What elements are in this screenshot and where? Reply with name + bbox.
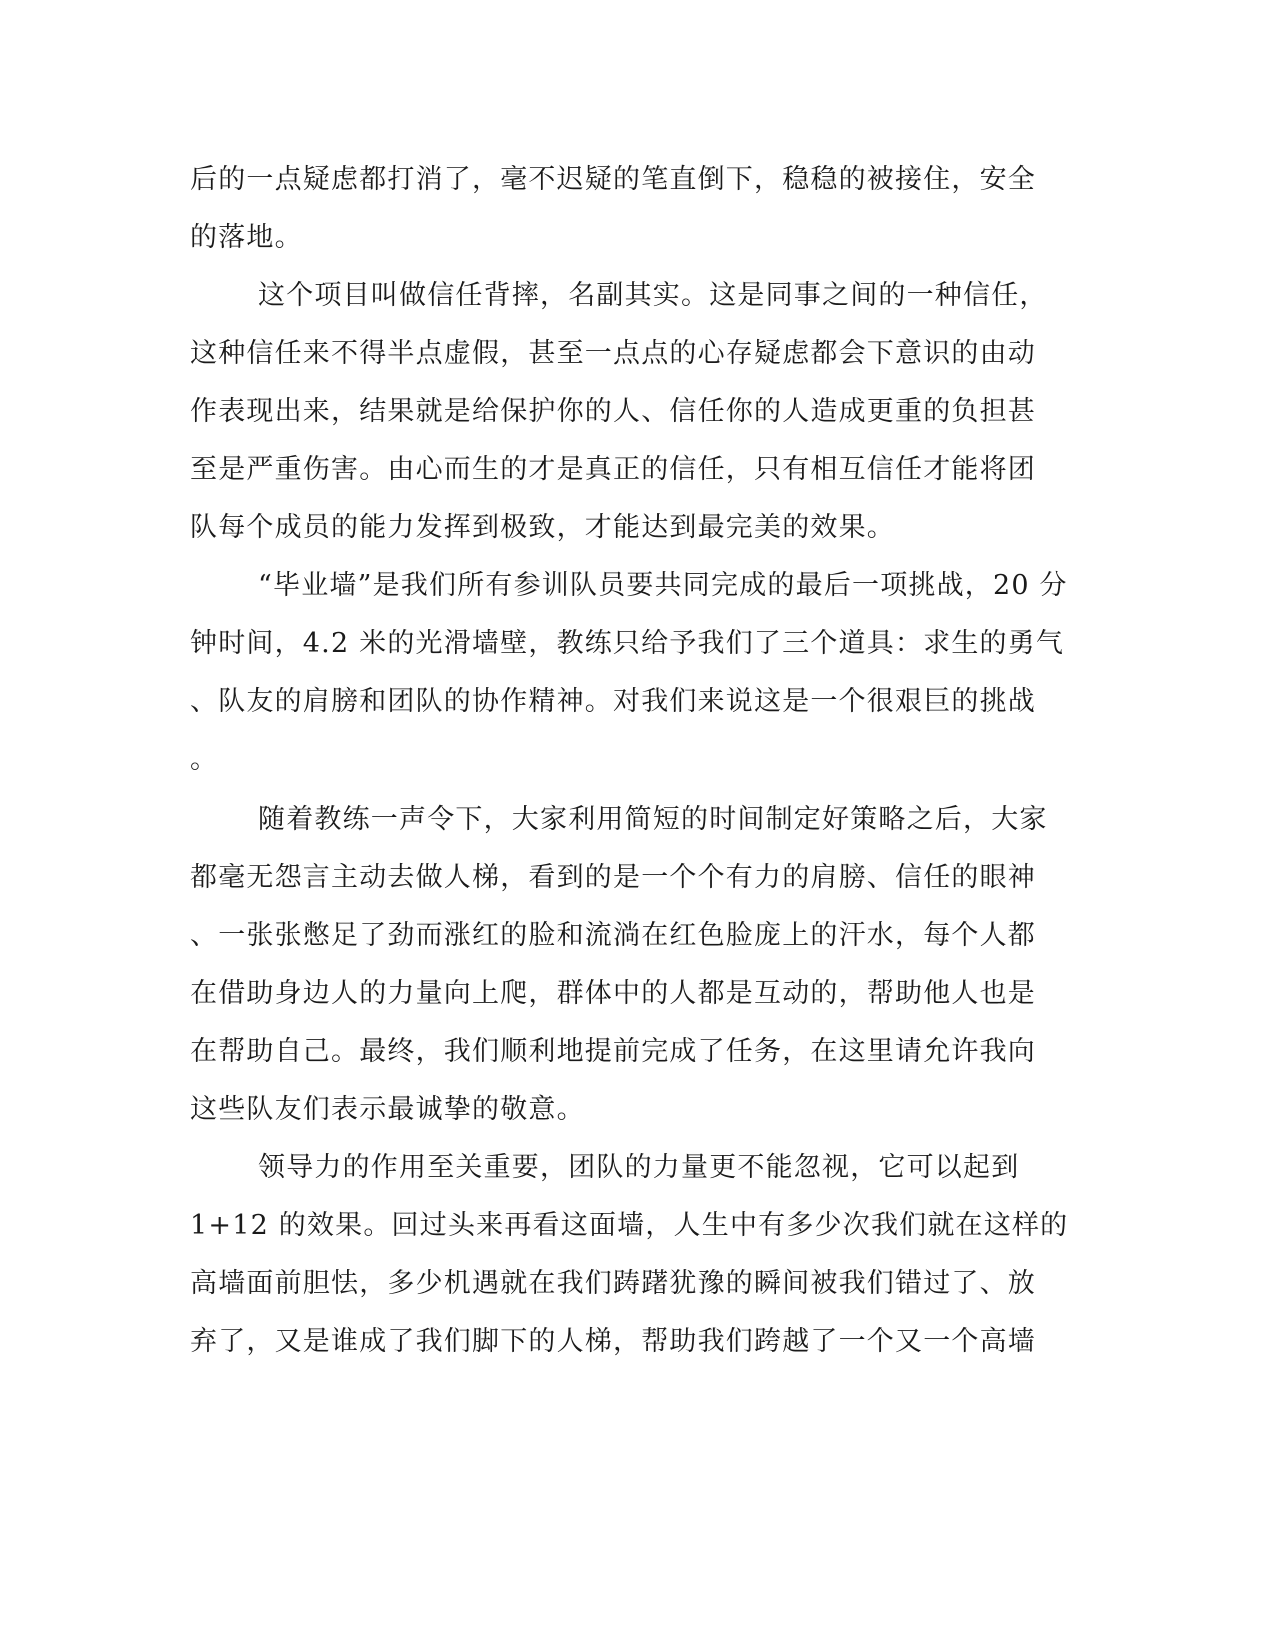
text-line: 。 — [190, 744, 219, 775]
text-line: 后的一点疑虑都打消了，毫不迟疑的笔直倒下，稳稳的被接住，安全 — [190, 164, 1036, 195]
text-line: 至是严重伤害。由心而生的才是真正的信任，只有相互信任才能将团 — [190, 454, 1036, 485]
text-line: 钟时间，4.2 米的光滑墙壁，教练只给予我们了三个道具：求生的勇气 — [190, 628, 1065, 659]
paragraph-start-line: 领导力的作用至关重要，团队的力量更不能忽视，它可以起到 — [258, 1152, 1020, 1183]
paragraph-start-line: 随着教练一声令下，大家利用简短的时间制定好策略之后，大家 — [258, 804, 1048, 835]
text-line: 在借助身边人的力量向上爬，群体中的人都是互动的，帮助他人也是 — [190, 978, 1036, 1009]
text-line: 都毫无怨言主动去做人梯，看到的是一个个有力的肩膀、信任的眼神 — [190, 862, 1036, 893]
text-line: 这种信任来不得半点虚假，甚至一点点的心存疑虑都会下意识的由动 — [190, 338, 1036, 369]
paragraph-start-line: “毕业墙”是我们所有参训队员要共同完成的最后一项挑战，20 分 — [258, 570, 1068, 601]
text-line: 队每个成员的能力发挥到极致，才能达到最完美的效果。 — [190, 512, 895, 543]
text-line: 弃了，又是谁成了我们脚下的人梯，帮助我们跨越了一个又一个高墙 — [190, 1326, 1036, 1357]
text-line: 的落地。 — [190, 222, 303, 253]
text-line: 高墙面前胆怯，多少机遇就在我们踌躇犹豫的瞬间被我们错过了、放 — [190, 1268, 1036, 1299]
paragraph-start-line: 这个项目叫做信任背摔，名副其实。这是同事之间的一种信任， — [258, 280, 1048, 311]
text-line: 1+12 的效果。回过头来再看这面墙，人生中有多少次我们就在这样的 — [190, 1210, 1069, 1241]
text-line: 这些队友们表示最诚挚的敬意。 — [190, 1094, 585, 1125]
text-line: 、队友的肩膀和团队的协作精神。对我们来说这是一个很艰巨的挑战 — [190, 686, 1036, 717]
text-line: 作表现出来，结果就是给保护你的人、信任你的人造成更重的负担甚 — [190, 396, 1036, 427]
text-line: 在帮助自己。最终，我们顺利地提前完成了任务，在这里请允许我向 — [190, 1036, 1036, 1067]
text-line: 、一张张憋足了劲而涨红的脸和流淌在红色脸庞上的汗水，每个人都 — [190, 920, 1036, 951]
